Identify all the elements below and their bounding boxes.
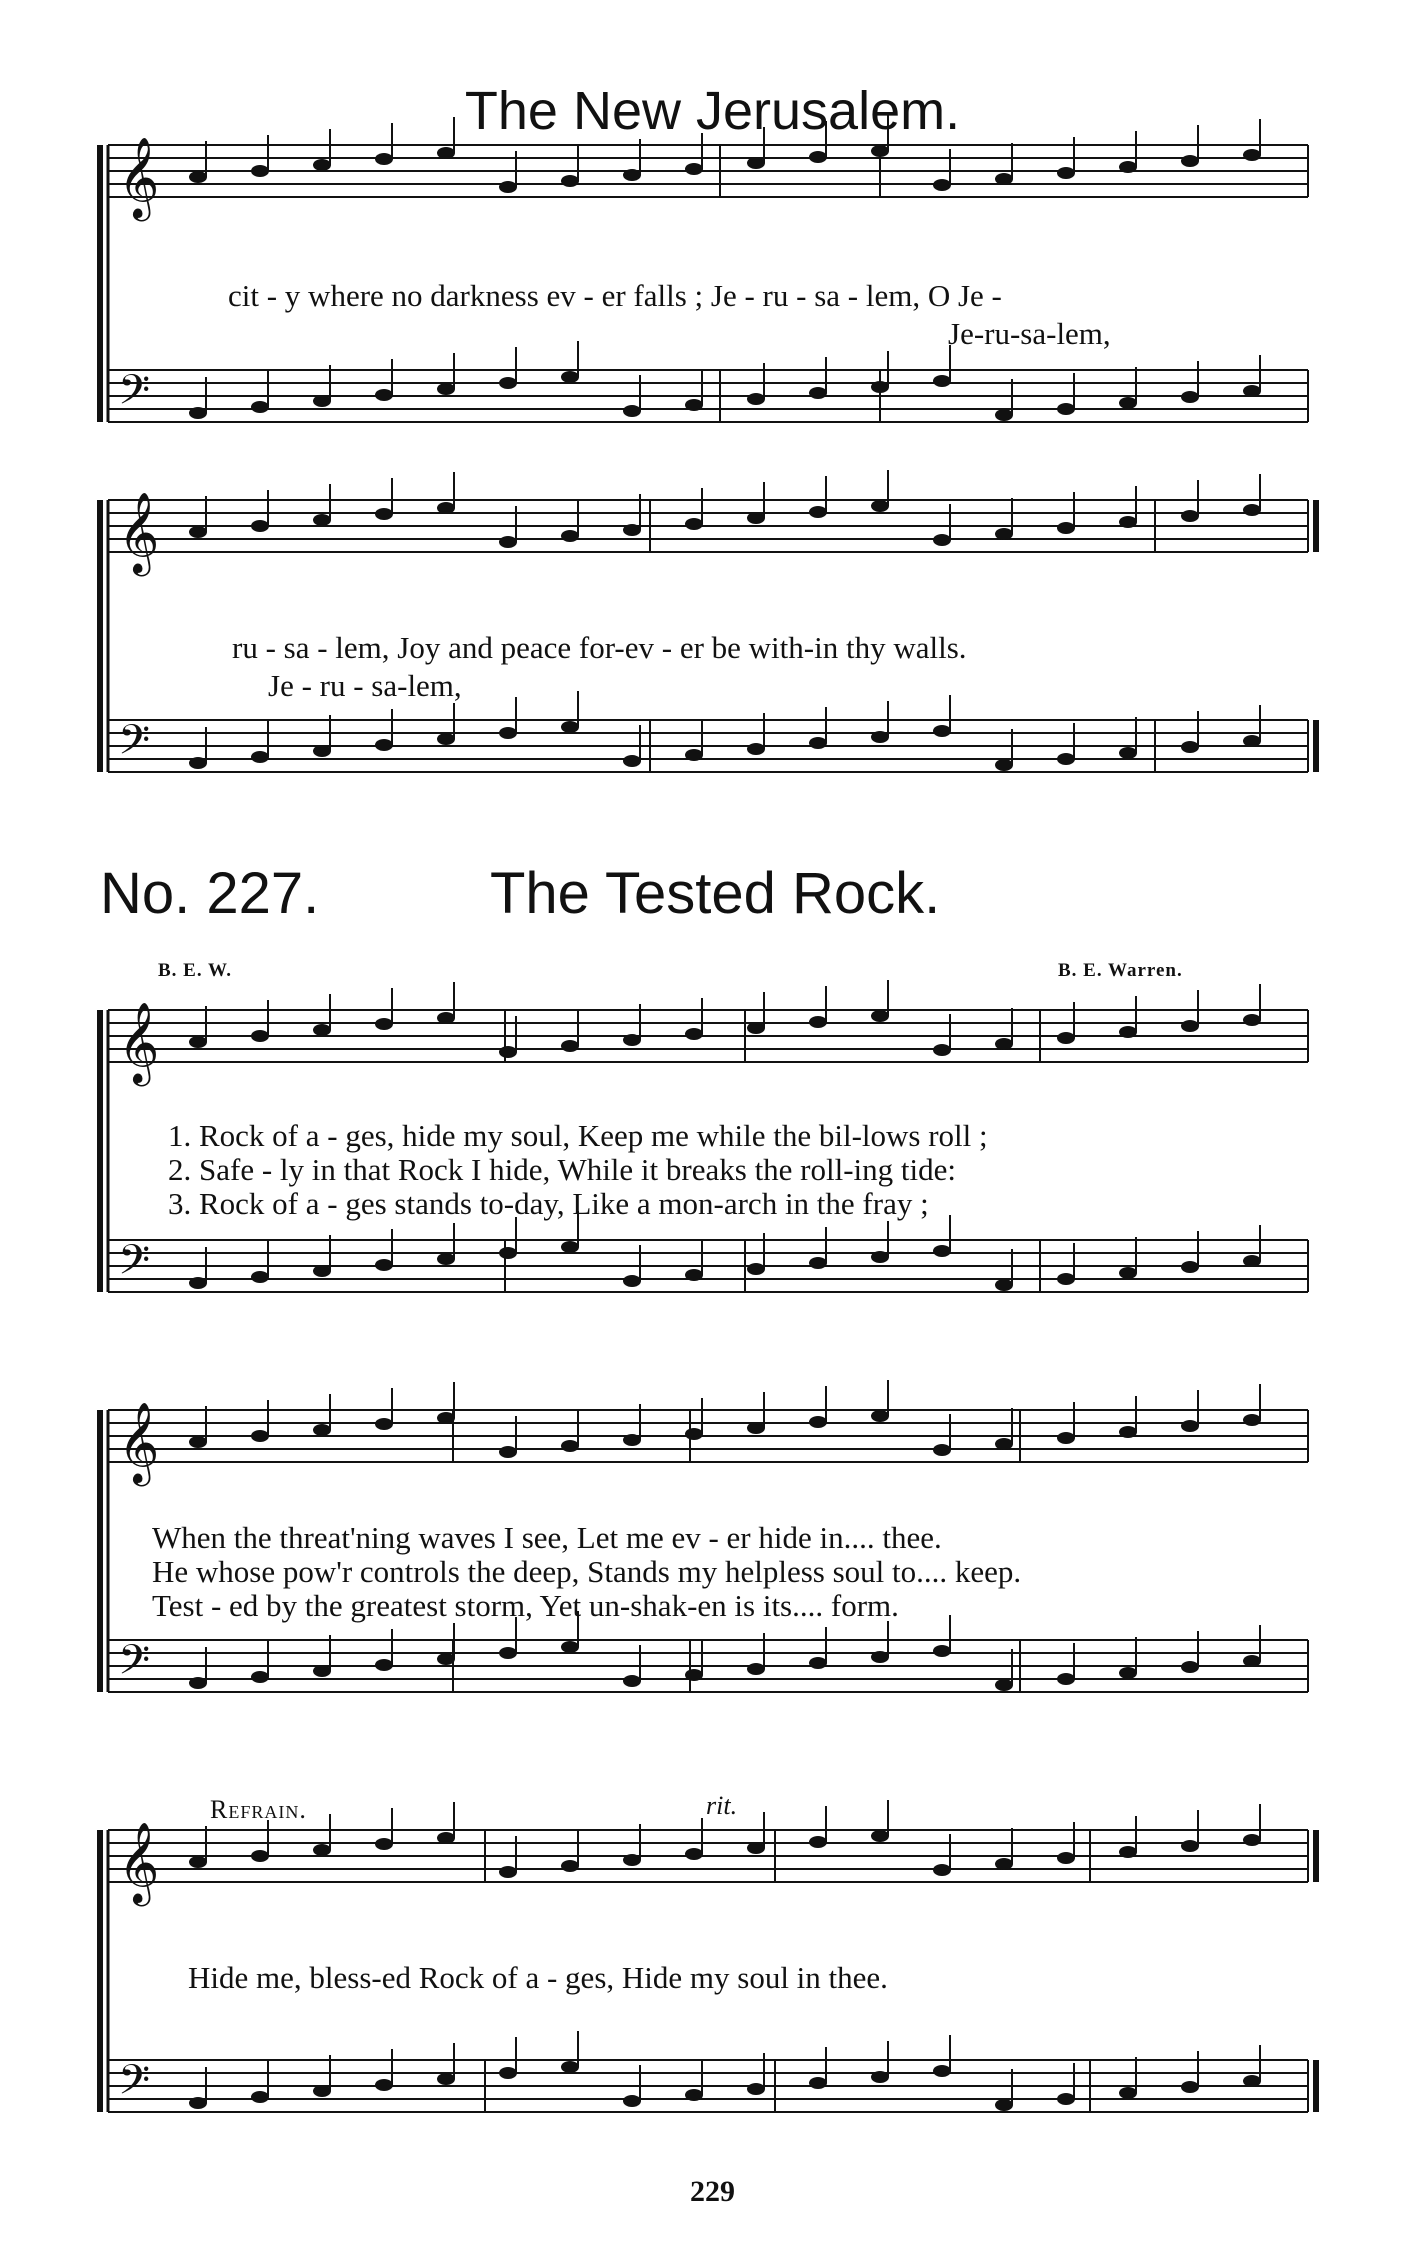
note-head	[1181, 510, 1199, 522]
note-head	[1181, 1261, 1199, 1273]
note-head	[995, 1038, 1013, 1050]
note-head	[809, 151, 827, 163]
note-head	[623, 2095, 641, 2107]
note-head	[1181, 1661, 1199, 1673]
note-head	[313, 2085, 331, 2097]
note-head	[313, 745, 331, 757]
note-head	[189, 407, 207, 419]
note-head	[871, 1251, 889, 1263]
note-head	[1119, 161, 1137, 173]
note-head	[747, 1263, 765, 1275]
note-head	[375, 1659, 393, 1671]
note-head	[499, 727, 517, 739]
hymn-number: No. 227.	[100, 861, 320, 926]
note-head	[933, 375, 951, 387]
note-head	[1243, 504, 1261, 516]
note-head	[561, 1040, 579, 1052]
note-head	[747, 1842, 765, 1854]
note-head	[499, 536, 517, 548]
note-head	[1119, 1667, 1137, 1679]
note-head	[623, 755, 641, 767]
note-head	[375, 153, 393, 165]
previous-hymn-echo-2: Je - ru - sa-lem,	[268, 668, 462, 703]
note-head	[747, 2083, 765, 2095]
note-head	[437, 733, 455, 745]
note-head	[747, 1422, 765, 1434]
note-head	[437, 1012, 455, 1024]
note-head	[313, 1665, 331, 1677]
note-head	[189, 1856, 207, 1868]
note-head	[747, 393, 765, 405]
note-head	[561, 2061, 579, 2073]
rit-marking: rit.	[706, 1791, 738, 1820]
note-head	[1243, 1255, 1261, 1267]
note-head	[747, 512, 765, 524]
note-head	[561, 1860, 579, 1872]
note-head	[809, 1016, 827, 1028]
note-head	[189, 1277, 207, 1289]
note-head	[995, 173, 1013, 185]
note-head	[623, 1275, 641, 1287]
note-head	[499, 2067, 517, 2079]
note-head	[1119, 397, 1137, 409]
note-head	[933, 1044, 951, 1056]
note-head	[1119, 2087, 1137, 2099]
note-head	[499, 1046, 517, 1058]
note-head	[375, 2079, 393, 2091]
music-credit: B. E. Warren.	[1058, 960, 1183, 981]
note-head	[1119, 1426, 1137, 1438]
note-head	[1243, 1014, 1261, 1026]
note-head	[437, 1832, 455, 1844]
note-head	[1119, 1846, 1137, 1858]
note-head	[375, 1018, 393, 1030]
note-head	[375, 739, 393, 751]
verse-2-line-2: He whose pow'r controls the deep, Stands my helpless soul to.... keep.	[152, 1554, 1022, 1589]
note-head	[809, 1416, 827, 1428]
note-head	[437, 147, 455, 159]
treble-clef-icon: 𝄞	[118, 495, 160, 572]
note-head	[1243, 1655, 1261, 1667]
note-head	[499, 1647, 517, 1659]
note-head	[251, 751, 269, 763]
note-head	[871, 731, 889, 743]
note-head	[1057, 753, 1075, 765]
note-head	[1243, 149, 1261, 161]
note-head	[623, 169, 641, 181]
note-head	[1057, 1852, 1075, 1864]
note-head	[437, 1412, 455, 1424]
note-head	[189, 2097, 207, 2109]
note-head	[685, 1028, 703, 1040]
refrain-label: Refrain.	[210, 1795, 307, 1824]
note-head	[437, 502, 455, 514]
note-head	[499, 1866, 517, 1878]
note-head	[871, 1651, 889, 1663]
verse-2-line-1: 2. Safe - ly in that Rock I hide, While it breaks the roll-ing tide:	[168, 1152, 957, 1187]
note-head	[375, 1259, 393, 1271]
note-head	[1181, 741, 1199, 753]
verse-1-line-2: When the threat'ning waves I see, Let me ev - er hide in.... thee.	[152, 1520, 942, 1555]
note-head	[747, 157, 765, 169]
note-head	[871, 1830, 889, 1842]
refrain-lyric: Hide me, bless-ed Rock of a - ges, Hide my soul in thee.	[188, 1960, 888, 1995]
note-head	[995, 1679, 1013, 1691]
previous-hymn-title: The New Jerusalem.	[464, 81, 961, 141]
note-head	[375, 508, 393, 520]
note-head	[685, 1269, 703, 1281]
note-head	[623, 405, 641, 417]
note-head	[1119, 1267, 1137, 1279]
note-head	[995, 2099, 1013, 2111]
note-head	[933, 534, 951, 546]
note-head	[251, 520, 269, 532]
note-head	[313, 514, 331, 526]
note-head	[561, 371, 579, 383]
note-head	[561, 175, 579, 187]
note-head	[251, 2091, 269, 2103]
note-head	[313, 159, 331, 171]
note-head	[189, 1036, 207, 1048]
note-head	[1181, 1420, 1199, 1432]
note-head	[623, 1434, 641, 1446]
note-head	[1243, 2075, 1261, 2087]
note-head	[809, 506, 827, 518]
note-head	[313, 1424, 331, 1436]
note-head	[685, 749, 703, 761]
note-head	[251, 1271, 269, 1283]
note-head	[933, 1444, 951, 1456]
note-head	[499, 181, 517, 193]
note-head	[995, 759, 1013, 771]
note-head	[1057, 1673, 1075, 1685]
note-head	[251, 401, 269, 413]
note-head	[871, 145, 889, 157]
note-head	[1057, 403, 1075, 415]
treble-clef-icon: 𝄞	[118, 1005, 160, 1082]
note-head	[1057, 1032, 1075, 1044]
note-head	[251, 1671, 269, 1683]
note-head	[251, 1030, 269, 1042]
verse-3-line-2: Test - ed by the greatest storm, Yet un-shak-en is its.... form.	[152, 1588, 899, 1623]
note-head	[189, 1677, 207, 1689]
bass-clef-icon: 𝄢	[118, 2057, 151, 2113]
note-head	[1057, 2093, 1075, 2105]
note-head	[1119, 516, 1137, 528]
note-head	[313, 1844, 331, 1856]
note-head	[313, 1024, 331, 1036]
note-head	[871, 2071, 889, 2083]
verse-1-line-1: 1. Rock of a - ges, hide my soul, Keep me while the bil-lows roll ;	[168, 1118, 988, 1153]
note-head	[1119, 747, 1137, 759]
note-head	[375, 389, 393, 401]
note-head	[747, 1022, 765, 1034]
note-head	[499, 377, 517, 389]
note-head	[623, 1854, 641, 1866]
note-head	[1243, 1414, 1261, 1426]
note-head	[313, 395, 331, 407]
note-head	[1243, 385, 1261, 397]
note-head	[313, 1265, 331, 1277]
note-head	[1119, 1026, 1137, 1038]
note-head	[871, 500, 889, 512]
note-head	[933, 2065, 951, 2077]
note-head	[809, 2077, 827, 2089]
note-head	[251, 1850, 269, 1862]
note-head	[1243, 735, 1261, 747]
note-head	[871, 1010, 889, 1022]
note-head	[623, 524, 641, 536]
treble-clef-icon: 𝄞	[118, 1825, 160, 1902]
note-head	[623, 1675, 641, 1687]
note-head	[1181, 391, 1199, 403]
note-head	[1181, 1840, 1199, 1852]
note-head	[809, 737, 827, 749]
bass-clef-icon: 𝄢	[118, 717, 151, 773]
note-head	[251, 165, 269, 177]
note-head	[809, 1257, 827, 1269]
previous-hymn-lyric-1: cit - y where no darkness ev - er falls ; Je - ru - sa - lem, O Je -	[228, 278, 1002, 313]
note-head	[375, 1418, 393, 1430]
bass-clef-icon: 𝄢	[118, 367, 151, 423]
note-head	[933, 725, 951, 737]
note-head	[685, 399, 703, 411]
note-head	[1181, 155, 1199, 167]
note-head	[685, 1669, 703, 1681]
note-head	[189, 171, 207, 183]
note-head	[871, 1410, 889, 1422]
note-head	[189, 526, 207, 538]
note-head	[561, 530, 579, 542]
note-head	[995, 528, 1013, 540]
verse-3-line-1: 3. Rock of a - ges stands to-day, Like a mon-arch in the fray ;	[168, 1186, 929, 1221]
treble-clef-icon: 𝄞	[118, 140, 160, 217]
hymn-title: The Tested Rock.	[490, 861, 941, 926]
note-head	[995, 1279, 1013, 1291]
note-head	[809, 1657, 827, 1669]
note-head	[1181, 2081, 1199, 2093]
previous-hymn-lyric-2: ru - sa - lem, Joy and peace for-ev - er be with-in thy walls.	[232, 630, 967, 665]
note-head	[747, 743, 765, 755]
note-head	[251, 1430, 269, 1442]
note-head	[933, 1645, 951, 1657]
note-head	[561, 721, 579, 733]
note-head	[1057, 167, 1075, 179]
note-head	[561, 1241, 579, 1253]
note-head	[871, 381, 889, 393]
note-head	[1057, 1432, 1075, 1444]
note-head	[437, 1253, 455, 1265]
note-head	[1057, 522, 1075, 534]
words-credit: B. E. W.	[158, 960, 233, 981]
note-head	[809, 387, 827, 399]
note-head	[685, 2089, 703, 2101]
note-head	[995, 409, 1013, 421]
bass-clef-icon: 𝄢	[118, 1637, 151, 1693]
note-head	[437, 2073, 455, 2085]
note-head	[685, 163, 703, 175]
note-head	[375, 1838, 393, 1850]
note-head	[809, 1836, 827, 1848]
note-head	[1181, 1020, 1199, 1032]
note-head	[995, 1438, 1013, 1450]
note-head	[561, 1440, 579, 1452]
bass-clef-icon: 𝄢	[118, 1237, 151, 1293]
note-head	[623, 1034, 641, 1046]
treble-clef-icon: 𝄞	[118, 1405, 160, 1482]
previous-hymn-echo-1: Je-ru-sa-lem,	[948, 316, 1111, 351]
page-number: 229	[690, 2175, 735, 2208]
note-head	[995, 1858, 1013, 1870]
note-head	[1057, 1273, 1075, 1285]
note-head	[685, 1848, 703, 1860]
note-head	[933, 179, 951, 191]
note-head	[189, 1436, 207, 1448]
note-head	[499, 1446, 517, 1458]
note-head	[1243, 1834, 1261, 1846]
note-head	[933, 1245, 951, 1257]
note-head	[685, 1428, 703, 1440]
note-head	[933, 1864, 951, 1876]
note-head	[189, 757, 207, 769]
note-head	[561, 1641, 579, 1653]
note-head	[685, 518, 703, 530]
note-head	[437, 383, 455, 395]
note-head	[437, 1653, 455, 1665]
note-head	[747, 1663, 765, 1675]
note-head	[499, 1247, 517, 1259]
